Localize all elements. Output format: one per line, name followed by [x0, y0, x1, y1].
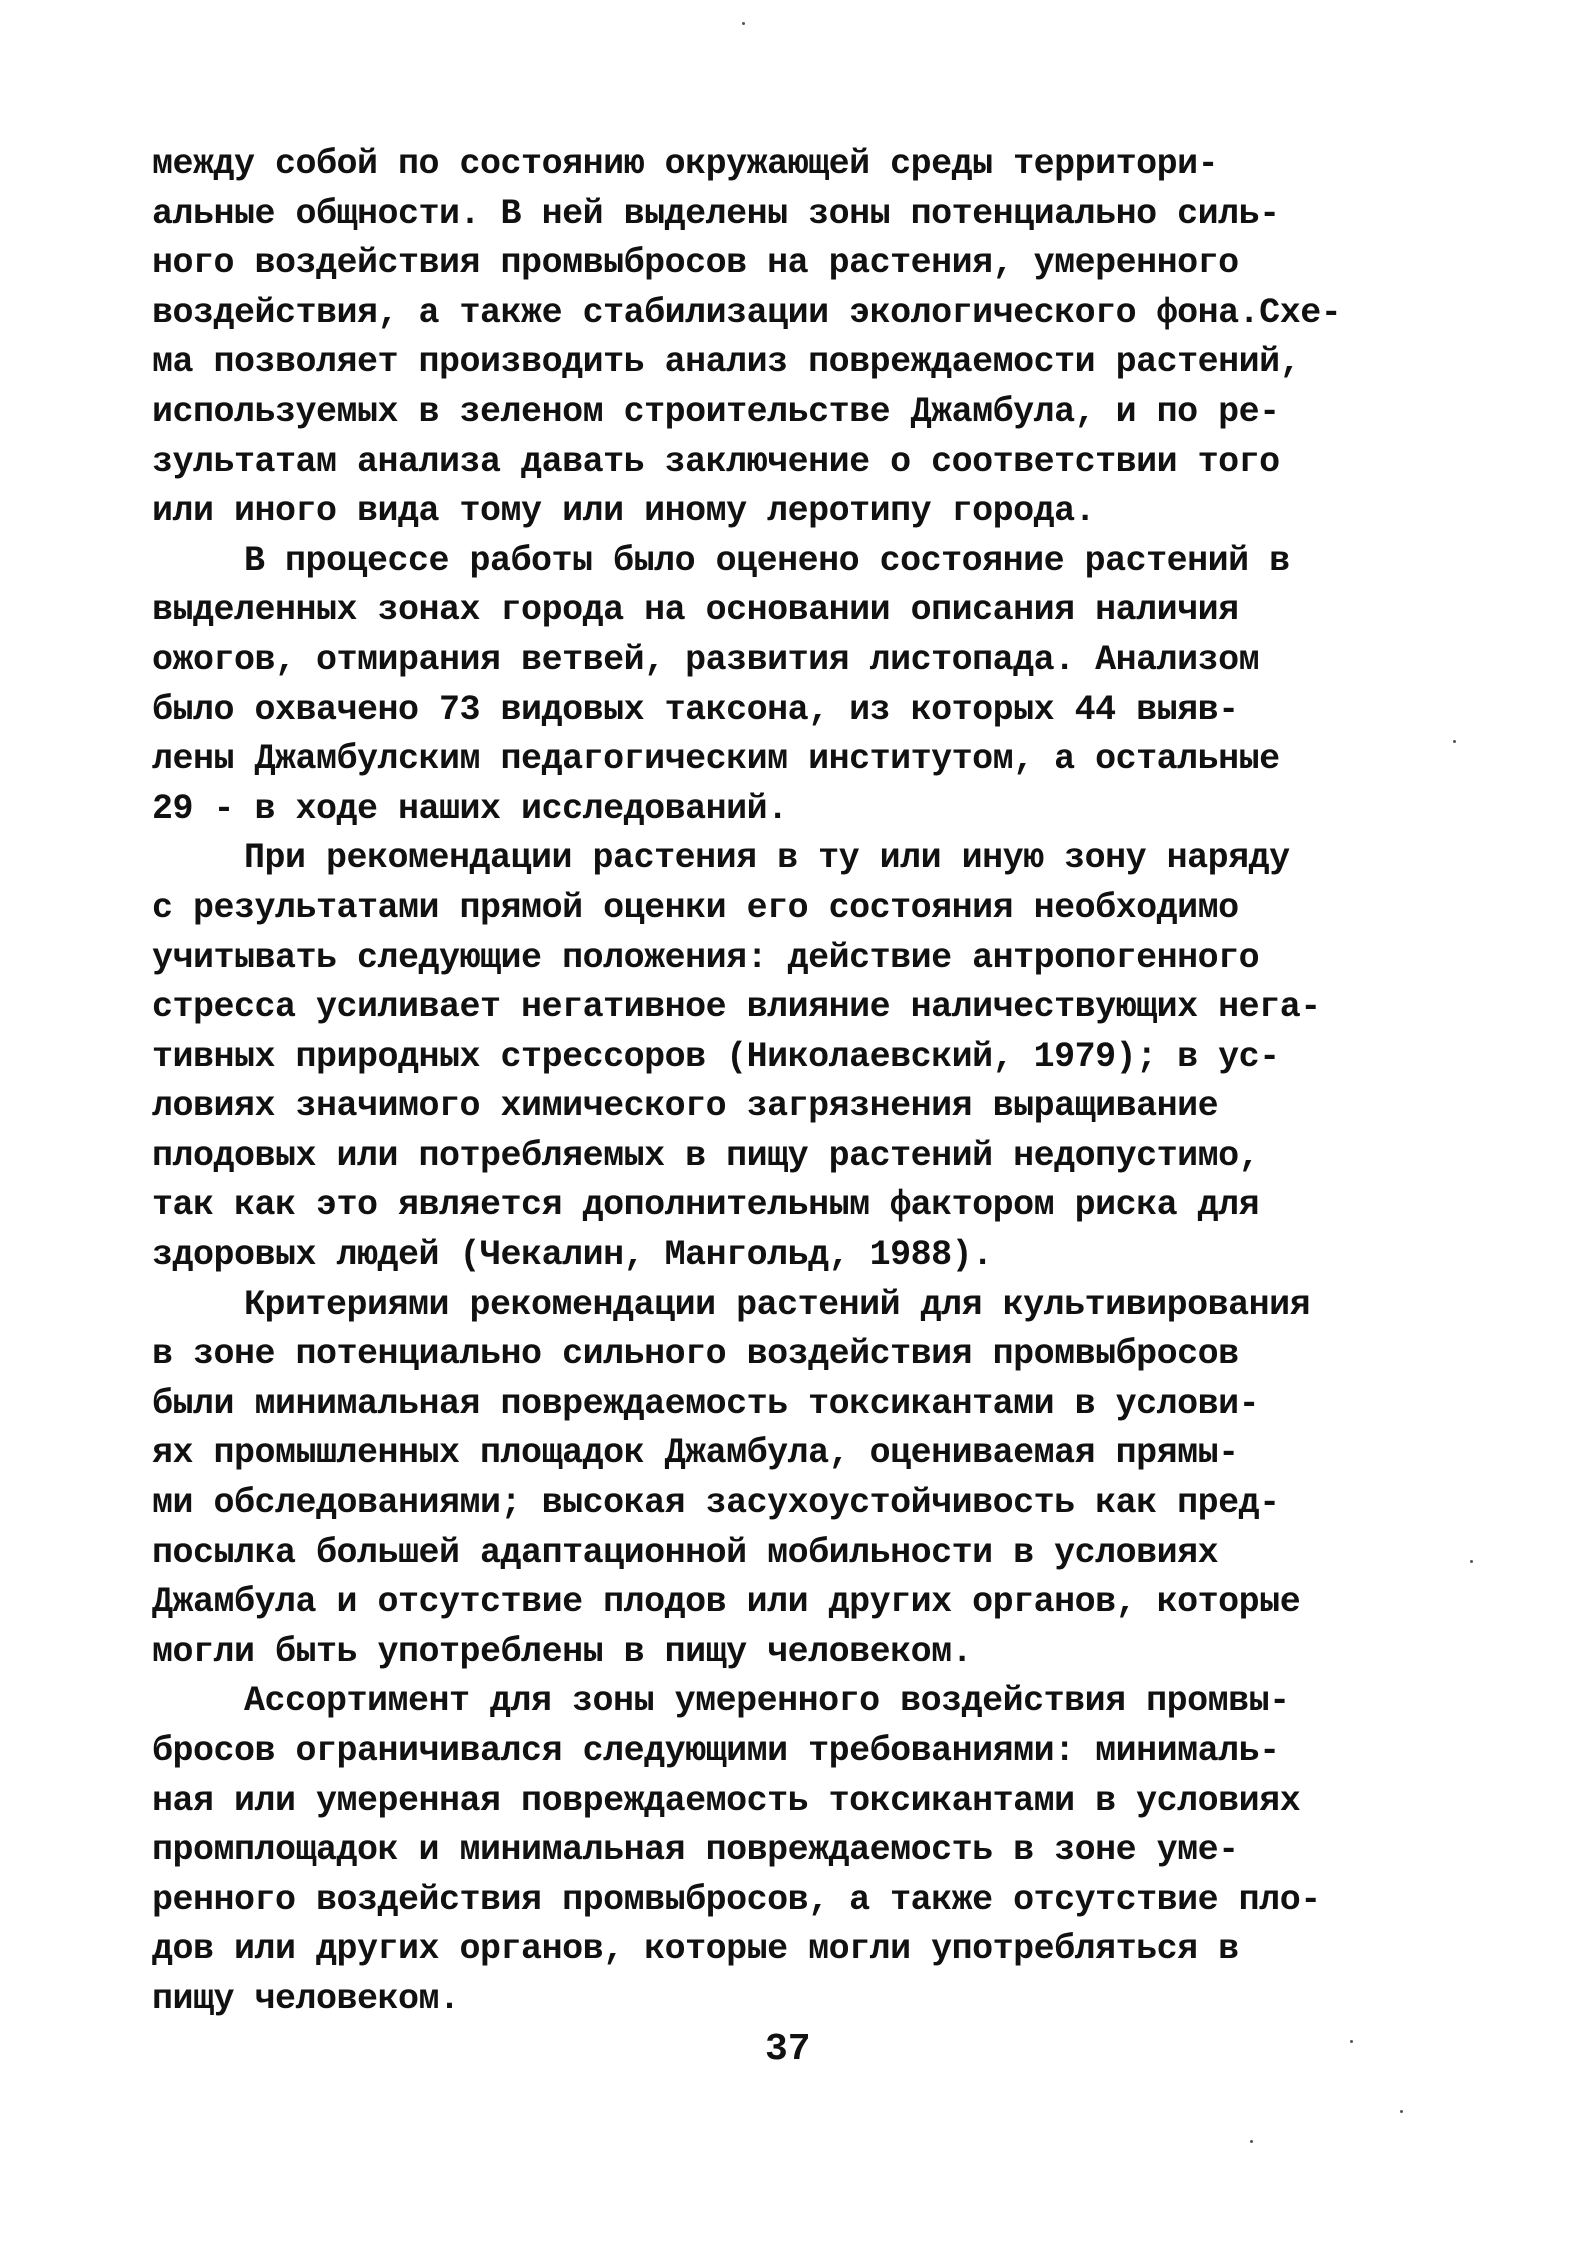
text-line: Джамбула и отсутствие плодов или других органов, которые — [152, 1582, 1301, 1623]
text-line: в зоне потенциально сильного воздействия промвыбросов — [152, 1334, 1239, 1375]
text-line: посылка большей адаптационной мобильности в условиях — [152, 1532, 1219, 1573]
text-line: ми обследованиями; высокая засухоустойчивость как пред- — [152, 1483, 1280, 1524]
text-line: могли быть употреблены в пищу человеком. — [152, 1631, 973, 1672]
text-line: здоровых людей (Чекалин, Мангольд, 1988). — [152, 1235, 993, 1276]
text-line: 29 - в ходе наших исследований. — [152, 788, 788, 829]
scan-speck — [1250, 2140, 1253, 2143]
paragraph-first-line: Критериями рекомендации растений для культивирования — [244, 1284, 1311, 1325]
text-line: так как это является дополнительным фактором риска для — [152, 1185, 1260, 1226]
body-text — [152, 140, 1472, 2025]
text-line: ожогов, отмирания ветвей, развития листопада. Анализом — [152, 639, 1260, 680]
scan-speck — [742, 22, 745, 25]
paragraph-first-line: В процессе работы было оценено состояние растений в — [244, 540, 1290, 581]
text-line: дов или других органов, которые могли употребляться в — [152, 1929, 1239, 1970]
paragraph-first-line: При рекомендации растения в ту или иную зону наряду — [244, 838, 1290, 879]
text-line: ная или умеренная повреждаемость токсикантами в условиях — [152, 1780, 1301, 1821]
text-line: пищу человеком. — [152, 1978, 460, 2019]
text-line: учитывать следующие положения: действие антропогенного — [152, 937, 1260, 978]
text-line: воздействия, а также стабилизации экологического фона.Схе- — [152, 292, 1342, 333]
text-line: или иного вида тому или иному леротипу города. — [152, 491, 1096, 532]
text-line: ма позволяет производить анализ повреждаемости растений, — [152, 342, 1301, 383]
text-line: бросов ограничивался следующими требованиями: минималь- — [152, 1731, 1280, 1771]
text-line: лены Джамбулским педагогическим институтом, а остальные — [152, 739, 1280, 780]
text-line: были минимальная повреждаемость токсикантами в услови- — [152, 1383, 1260, 1424]
text-line: ренного воздействия промвыбросов, а также отсутствие пло- — [152, 1879, 1321, 1920]
scan-speck — [1350, 2040, 1353, 2043]
text-line: между собой по состоянию окружающей среды территори- — [152, 144, 1219, 184]
text-line: ного воздействия промвыбросов на растения, умеренного — [152, 243, 1239, 284]
text-line: альные общности. В ней выделены зоны потенциально силь- — [152, 193, 1280, 234]
text-line: зультатам анализа давать заключение о соответствии того — [152, 441, 1280, 482]
scan-speck — [1400, 2110, 1403, 2113]
paragraph-first-line: Ассортимент для зоны умеренного воздействия промвы- — [244, 1681, 1290, 1722]
text-line: промплощадок и минимальная повреждаемость в зоне уме- — [152, 1830, 1239, 1871]
text-line: плодовых или потребляемых в пищу растений недопустимо, — [152, 1135, 1260, 1176]
text-line: используемых в зеленом строительстве Джамбула, и по ре- — [152, 391, 1280, 432]
scan-speck — [1470, 1560, 1473, 1563]
text-line: стресса усиливает негативное влияние наличествующих нега- — [152, 987, 1321, 1028]
page-number: 37 — [765, 2028, 811, 2071]
text-line: тивных природных стрессоров (Николаевский, 1979); в ус- — [152, 1036, 1280, 1077]
text-line: было охвачено 73 видовых таксона, из которых 44 выяв- — [152, 689, 1239, 730]
text-line: выделенных зонах города на основании описания наличия — [152, 590, 1239, 631]
text-line: ловиях значимого химического загрязнения выращивание — [152, 1086, 1219, 1127]
text-line: с результатами прямой оценки его состояния необходимо — [152, 887, 1239, 928]
text-line: ях промышленных площадок Джамбула, оцениваемая прямы- — [152, 1433, 1239, 1474]
scan-speck — [1453, 740, 1456, 743]
